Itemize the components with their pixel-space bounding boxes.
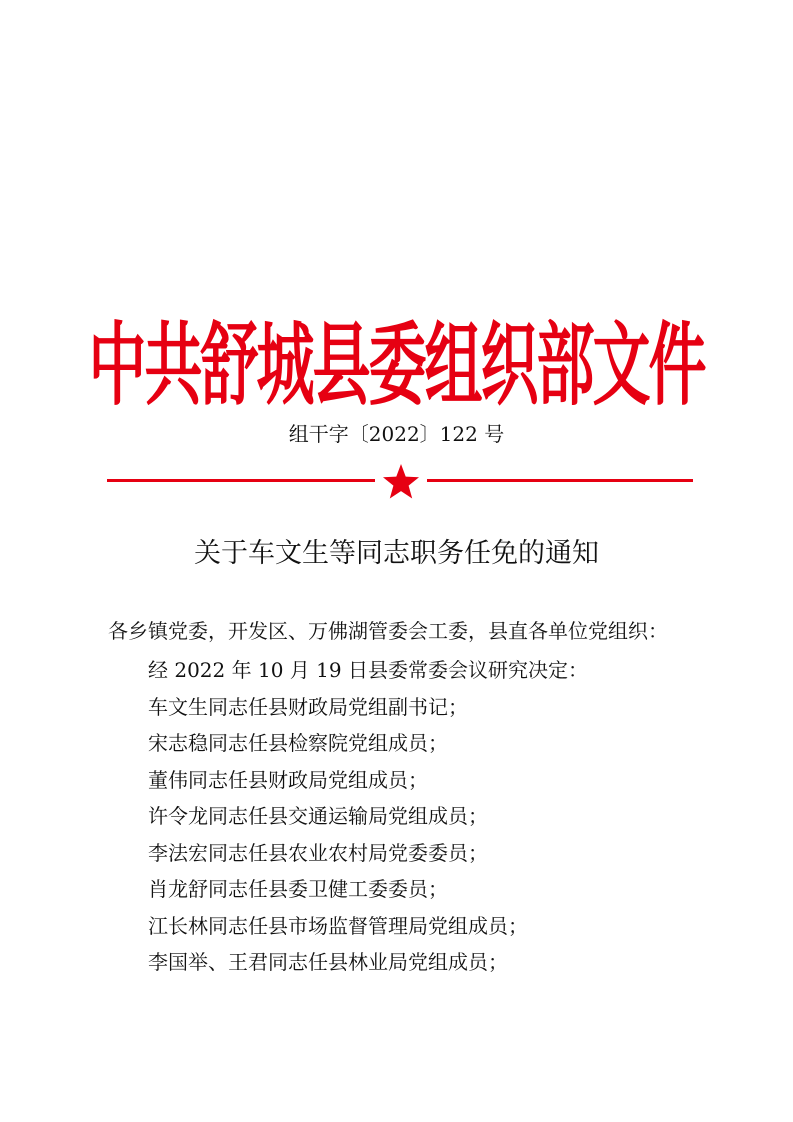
appointment-list bbox=[148, 652, 588, 981]
appointment-item: 肖龙舒同志任县委卫健工委委员； bbox=[148, 877, 448, 901]
appointment-item: 宋志稳同志任县检察院党组成员； bbox=[148, 731, 448, 755]
masthead-title: 中共舒城县委组织部文件 bbox=[88, 312, 705, 418]
document-number: 组干字〔2022〕122 号 bbox=[288, 422, 505, 446]
notice-title: 关于车文生等同志职务任免的通知 bbox=[194, 538, 599, 569]
appointment-item: 李法宏同志任县农业农村局党委委员； bbox=[148, 840, 488, 865]
red-divider-left bbox=[107, 479, 375, 482]
decision-intro: 经 2022 年 10 月 19 日县委常委会议研究决定： bbox=[148, 658, 588, 682]
red-divider-right bbox=[427, 479, 693, 482]
appointment-item: 车文生同志任县财政局党组副书记； bbox=[148, 694, 468, 719]
appointment-item: 李国举、王君同志任县林业局党组成员； bbox=[148, 950, 508, 974]
star-icon bbox=[381, 462, 421, 502]
appointment-item: 江长林同志任县市场监督管理局党组成员； bbox=[148, 913, 528, 938]
appointment-item: 许令龙同志任县交通运输局党组成员； bbox=[148, 804, 488, 828]
appointment-item: 董伟同志任县财政局党组成员； bbox=[148, 767, 428, 792]
recipient-line: 各乡镇党委，开发区、万佛湖管委会工委，县直各单位党组织： bbox=[108, 619, 668, 643]
